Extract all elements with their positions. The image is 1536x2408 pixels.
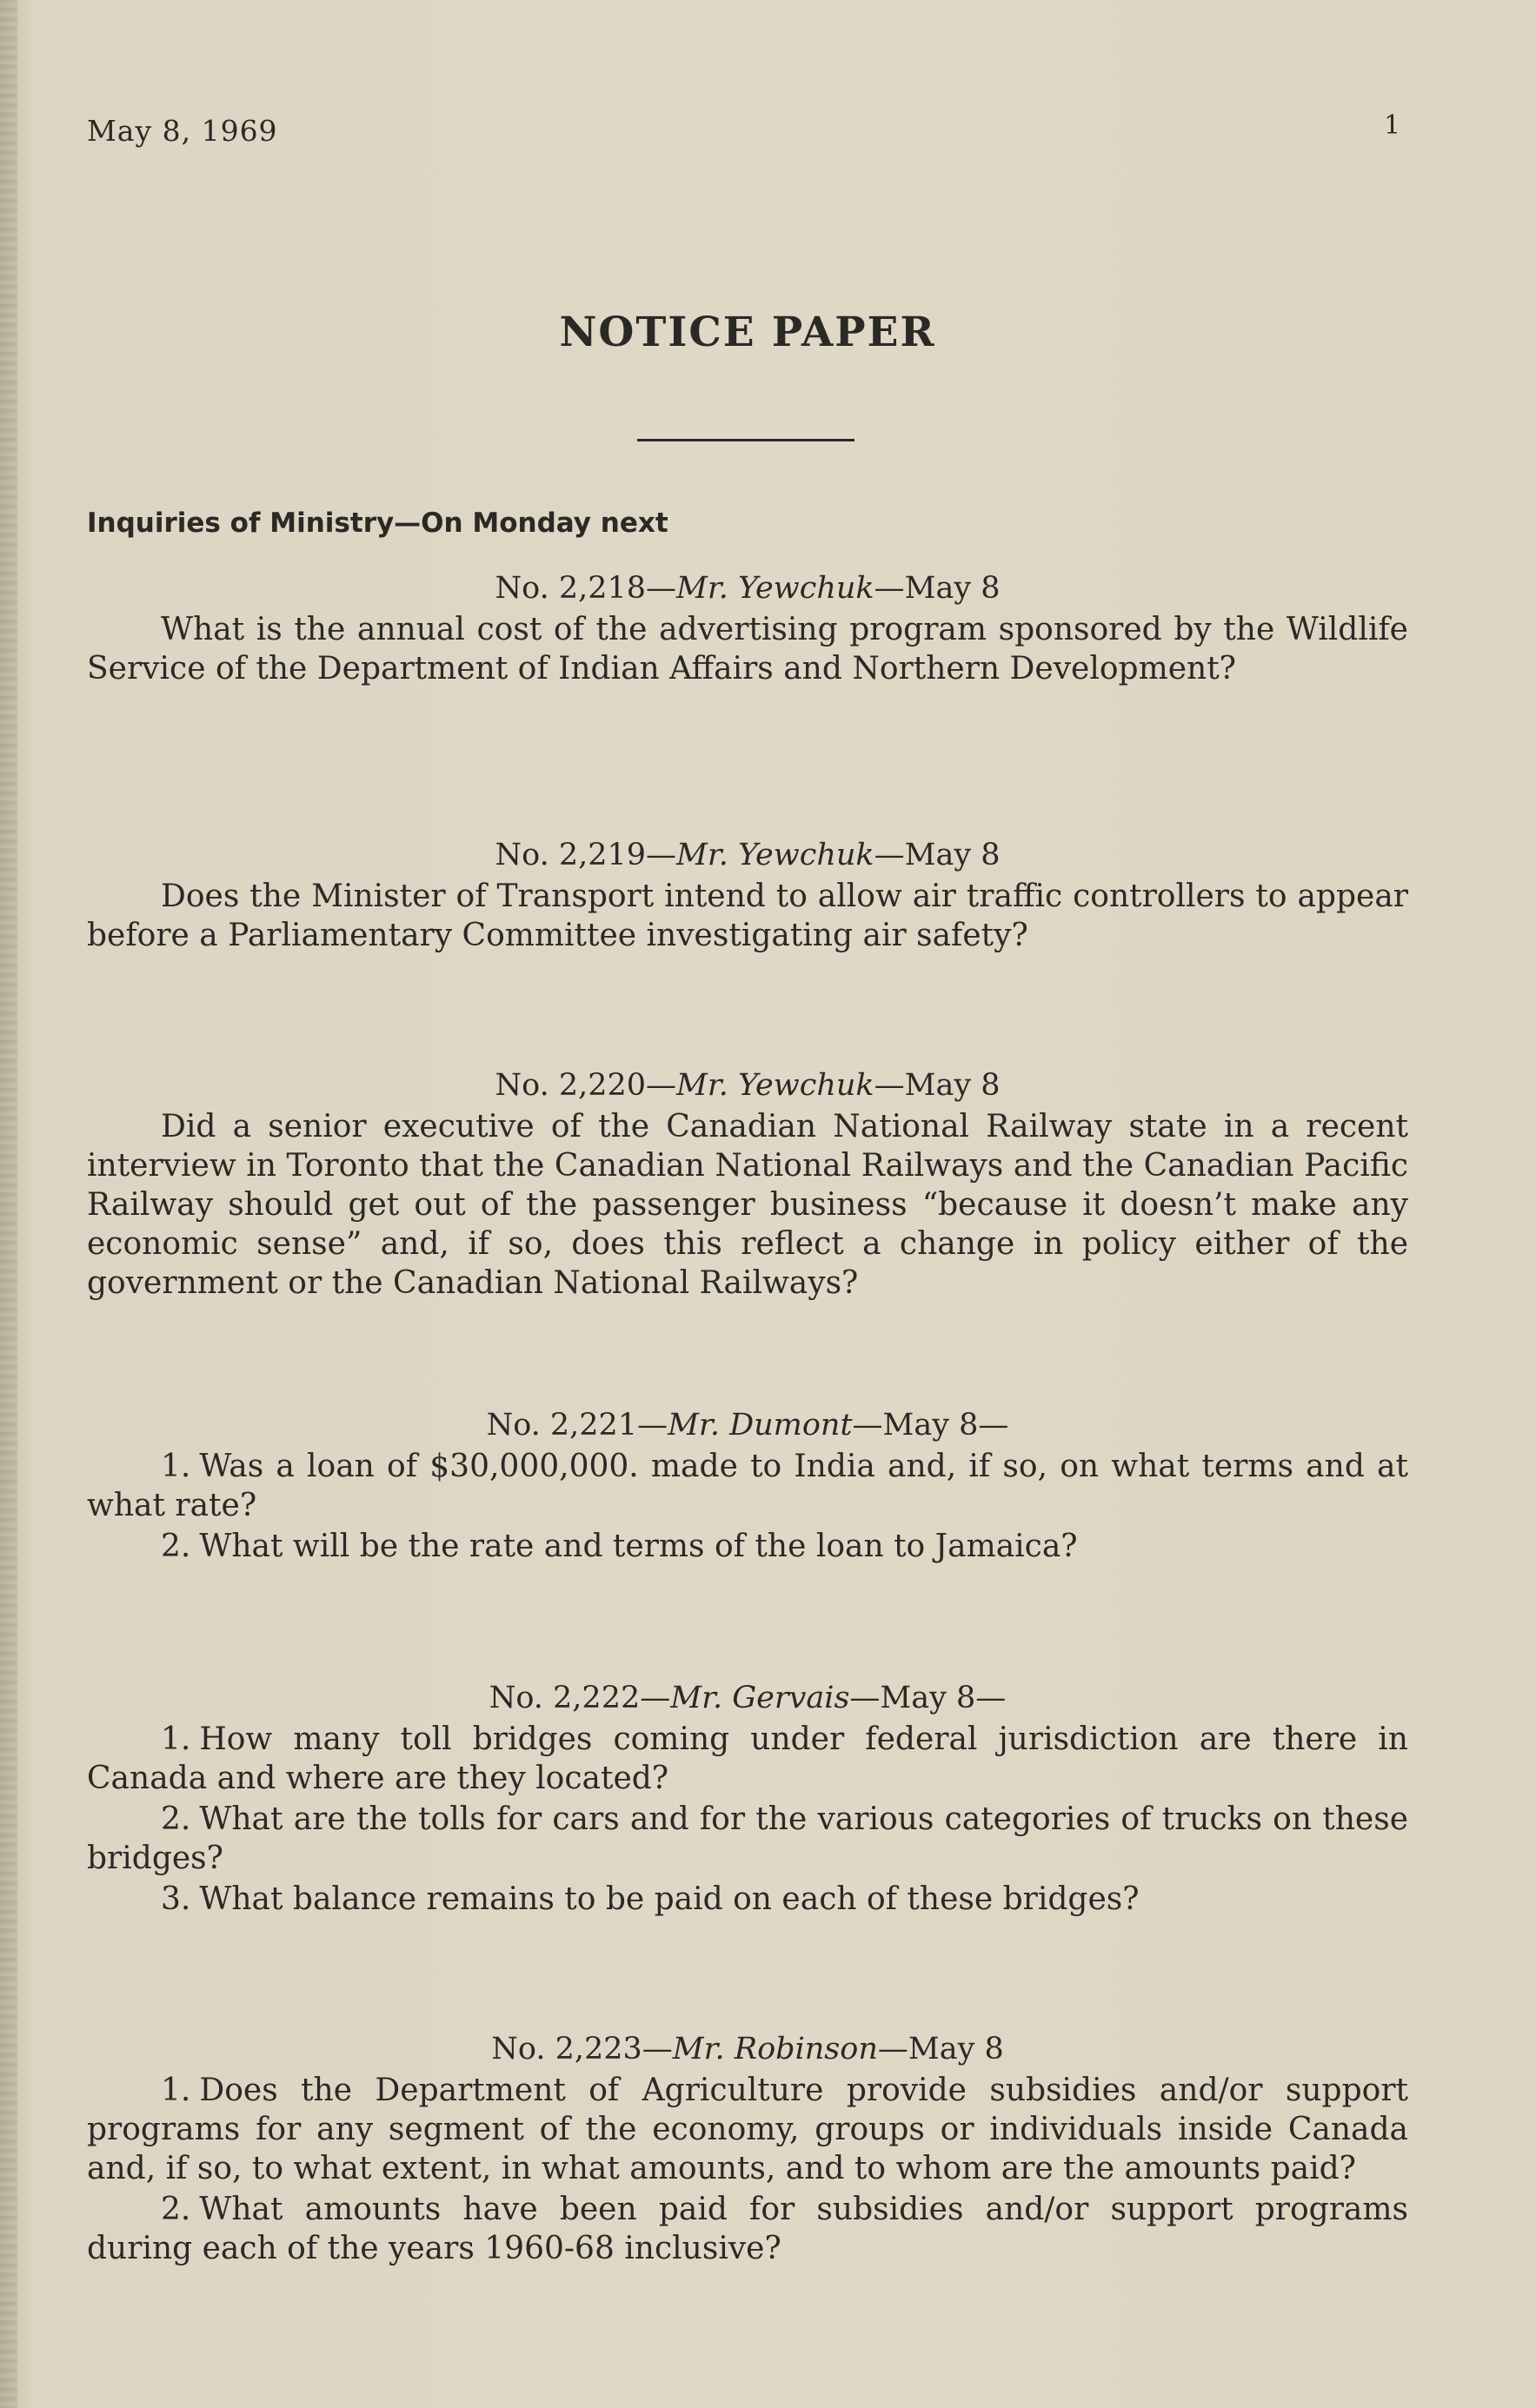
notice-question [87,877,1408,955]
notice-member: Mr. Dumont [668,1408,853,1443]
question-text: Does the Department of Agriculture provide subsidies and/or support programs for any segment of the economy, groups or individuals inside Canada and, if so, to what extent, in what amounts, and to whom are the amounts paid? [87,2073,1408,2186]
question-number: 1. [161,1721,191,1757]
notice-date: —May 8— [849,1681,1007,1715]
notice-question [87,1527,1408,1566]
notice-heading [87,1679,1408,1718]
question-text: How many toll bridges coming under federal jurisdiction are there in Canada and where are they located? [87,1721,1408,1796]
question-text: What will be the rate and terms of the loan to Jamaica? [199,1529,1078,1564]
notice-question [87,1720,1408,1798]
notice-heading [87,1066,1408,1105]
page-title: NOTICE PAPER [559,308,936,356]
notice-member: Mr. Yewchuk [676,838,874,872]
notice-member: Mr. Yewchuk [676,1068,874,1103]
notice-date: —May 8 [874,838,1001,872]
question-number: 2. [161,2192,191,2227]
notice-member: Mr. Yewchuk [676,571,874,606]
question-number: 2. [161,1529,191,1564]
notice-2219 [87,836,1408,957]
header-date: May 8, 1969 [87,114,278,148]
notice-2220 [87,1066,1408,1304]
section-heading: Inquiries of Ministry—On Monday next [87,507,668,539]
notice-number: No. 2,218— [495,571,677,606]
notice-2221 [87,1406,1408,1568]
notice-question [87,2190,1408,2268]
question-text: What is the annual cost of the advertising program sponsored by the Wildlife Service of the Department of Indian Affairs and Northern Development? [87,612,1408,687]
notice-number: No. 2,219— [495,838,677,872]
title-rule [637,439,854,441]
notice-heading [87,569,1408,608]
notice-question [87,1447,1408,1525]
notice-date: —May 8 [877,2032,1004,2066]
notice-member: Mr. Robinson [672,2032,878,2066]
notice-2223 [87,2030,1408,2270]
notice-heading [87,836,1408,875]
notice-question [87,610,1408,688]
question-text: Was a loan of $30,000,000. made to India and, if so, on what terms and at what rate? [87,1449,1408,1523]
notice-member: Mr. Gervais [670,1681,850,1715]
notice-heading [87,1406,1408,1445]
question-text: What amounts have been paid for subsidies and/or support programs during each of the years 1960-68 inclusive? [87,2192,1408,2266]
notice-question [87,1800,1408,1878]
question-text: What balance remains to be paid on each of these bridges? [199,1881,1140,1917]
notice-date: —May 8 [874,571,1001,606]
notice-date: —May 8 [874,1068,1001,1103]
question-text: Does the Minister of Transport intend to allow air traffic controllers to appear before a Parliamentary Committee investigating air safety? [87,879,1408,953]
question-text: Did a senior executive of the Canadian National Railway state in a recent interview in Toronto that the Canadian National Railways and the Canadian Pacific Railway should get out of the passenger business “because it doesn’t make any economic sense” and, if so, does this reflect a change in policy either of the government or the Canadian National Railways? [87,1109,1408,1301]
notice-number: No. 2,223— [491,2032,673,2066]
question-number: 2. [161,1801,191,1837]
question-text: What are the tolls for cars and for the various categories of trucks on these bridges? [87,1801,1408,1876]
notice-date: —May 8— [852,1408,1009,1443]
notice-question [87,1107,1408,1303]
notice-2222 [87,1679,1408,1920]
page-number: 1 [1384,110,1401,141]
question-number: 3. [161,1881,191,1917]
notice-number: No. 2,222— [489,1681,671,1715]
notice-question [87,1880,1408,1919]
question-number: 1. [161,2073,191,2108]
notice-heading [87,2030,1408,2069]
notice-number: No. 2,220— [495,1068,677,1103]
notice-question [87,2071,1408,2188]
question-number: 1. [161,1449,191,1484]
notice-2218 [87,569,1408,690]
notice-number: No. 2,221— [486,1408,668,1443]
page-binding-edge [0,0,17,2408]
